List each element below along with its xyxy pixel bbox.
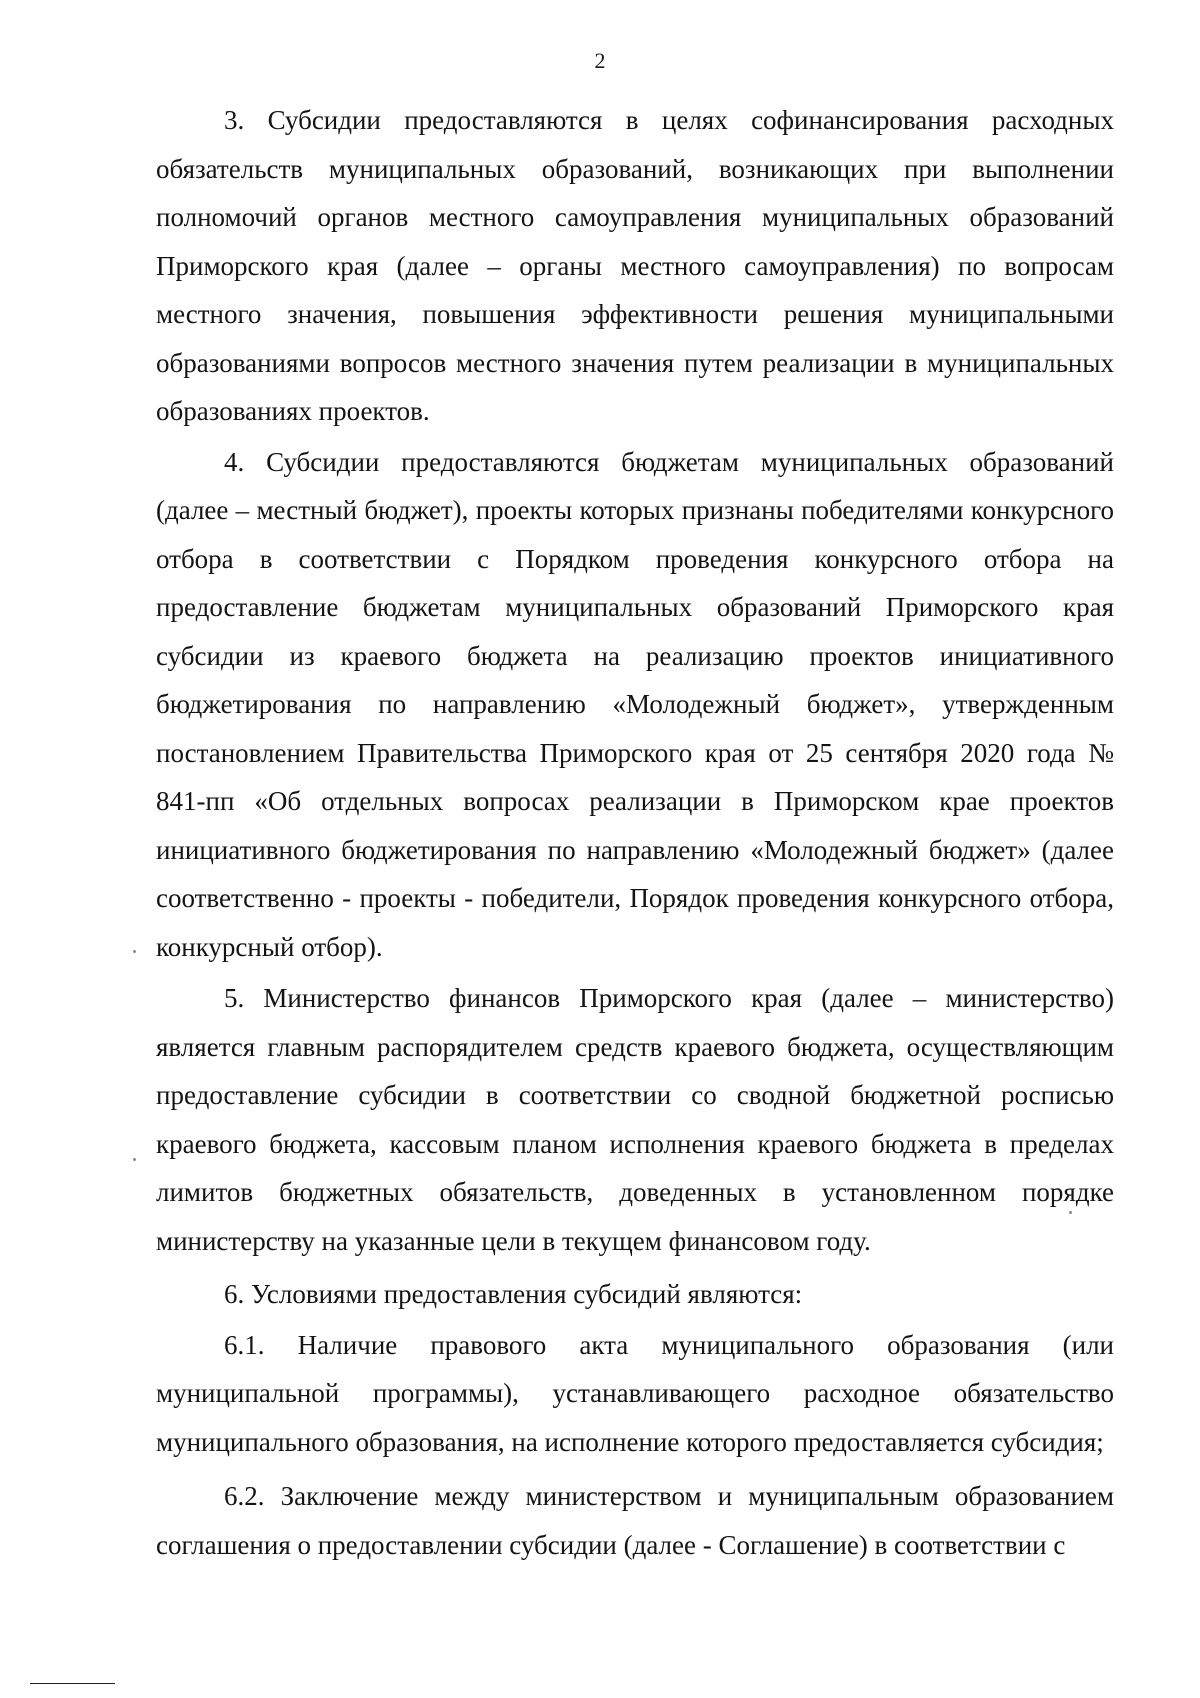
scan-speck [1069,1211,1072,1214]
page-number: 2 [594,48,606,73]
paragraph-5: 5. Министерство финансов Приморского края (далее – министерство) является главным распорядителем средств краевого бюджета, осуществляющим предоставление субсидии в соответствии со сводной бюджетной росписью краевого бюджета, кассовым планом исполнения краевого бюджета в пределах лимитов бюджетных обязательств, доведенных в установленном порядке министерству на указанные цели в текущем финансовом году. [156,983,1114,1256]
scan-speck [133,1158,136,1161]
scan-speck [133,950,136,953]
paragraph-4: 4. Субсидии предоставляются бюджетам муниципальных образований (далее – местный бюджет), проекты которых признаны победителями конкурсного отбора в соответствии с Порядком проведения конкурсного отбора на предоставление бюджетам муниципальных образований Приморского края субсидии из краевого бюджета на реализацию проектов инициативного бюджетирования по направлению «Молодежный бюджет», утвержденным постановлением Правительства Приморского края от 25 сентября 2020 года № 841-пп «Об отдельных вопросах реализации в Приморском крае проектов инициативного бюджетирования по направлению «Молодежный бюджет» (далее соответственно - проекты - победители, Порядок проведения конкурсного отбора, конкурсный отбор). [156,446,1114,962]
document-body [156,96,1114,1569]
footer-rule [30,1683,115,1684]
paragraph-6: 6. Условиями предоставления субсидий являются: [224,1279,803,1309]
paragraph-6-1: 6.1. Наличие правового акта муниципального образования (или муниципальной программы), устанавливающего расходное обязательство муниципального образования, на исполнение которого предоставляется субсидия; [156,1329,1114,1457]
paragraph-3: 3. Субсидии предоставляются в целях софинансирования расходных обязательств муниципальных образований, возникающих при выполнении полномочий органов местного самоуправления муниципальных образований Приморского края (далее – органы местного самоуправления) по вопросам местного значения, повышения эффективности решения муниципальными образованиями вопросов местного значения путем реализации в муниципальных образованиях проектов. [156,105,1114,426]
paragraph-6-2: 6.2. Заключение между министерством и муниципальным образованием соглашения о предоставлении субсидии (далее - Соглашение) в соответствии с [156,1481,1114,1560]
